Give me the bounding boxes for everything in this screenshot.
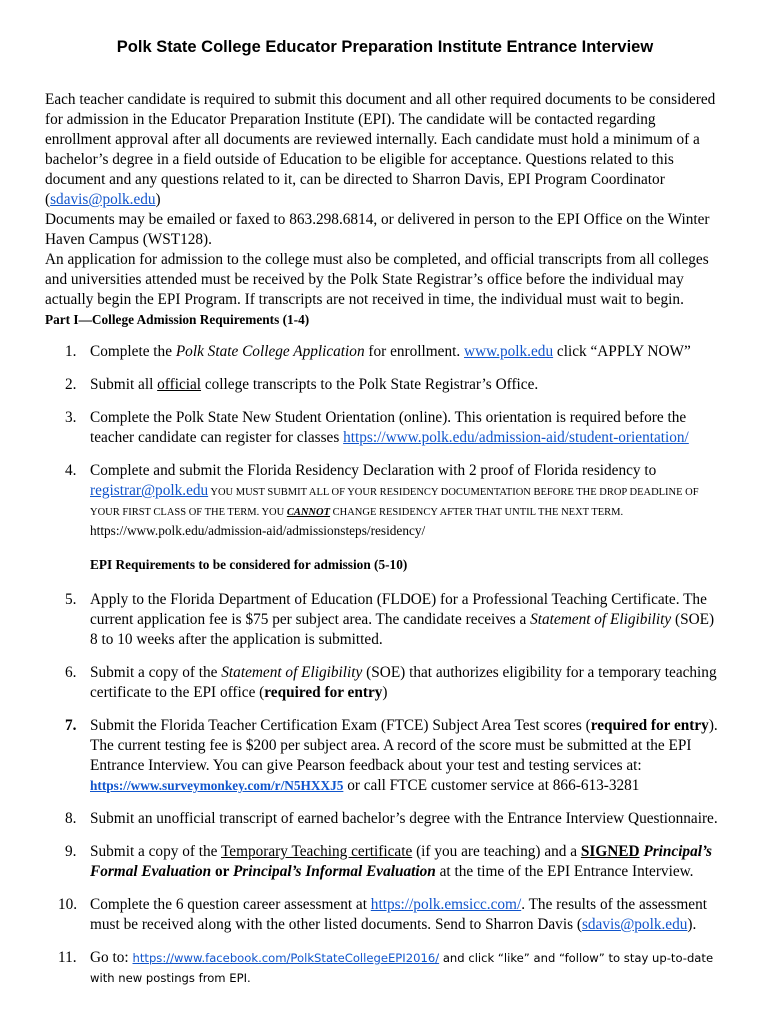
intro-close: ) xyxy=(155,191,161,208)
item-number: 8. xyxy=(65,810,77,827)
epi-heading: EPI Requirements to be considered for admission (5-10) xyxy=(90,557,408,572)
item-bold: required for entry xyxy=(264,684,383,701)
career-assessment-link[interactable]: https://polk.emsicc.com/ xyxy=(370,896,522,913)
submission-paragraph: Documents may be emailed or faxed to 863.298.6814, or delivered in person to the EPI Office on the Winter Haven Campus (WST128). xyxy=(45,211,710,248)
item-text: Submit all xyxy=(90,376,158,393)
list-item xyxy=(45,590,725,650)
list-item xyxy=(45,948,725,988)
list-item xyxy=(45,461,725,541)
item-text: Complete the 6 question career assessment at xyxy=(90,896,371,913)
item-number: 10. xyxy=(58,896,78,913)
item-text: at the time of the EPI Entrance Interview. xyxy=(435,863,694,880)
part1-heading: Part I—College Admission Requirements (1-4) xyxy=(45,312,310,327)
item-caps-emphasis: CANNOT xyxy=(286,507,330,518)
item-text: college transcripts to the Polk State Registrar’s Office. xyxy=(201,376,539,393)
orientation-link[interactable]: https://www.polk.edu/admission-aid/student-orientation/ xyxy=(343,429,689,446)
item-text: or call FTCE customer service at 866-613-3281 xyxy=(343,777,640,794)
item-bold-underline: SIGNED xyxy=(580,843,640,860)
item-text: Go to: xyxy=(90,949,133,966)
intro-paragraph xyxy=(45,90,725,210)
item-text: (SOE) that authorizes eligibility for a temporary teaching certificate to the EPI office ( xyxy=(90,664,717,701)
document-title: Polk State College Educator Preparation Institute Entrance Interview xyxy=(116,38,654,56)
intro-text: Each teacher candidate is required to submit this document and all other required documents to be considered for admission in the Educator Preparation Institute (EPI). The candidate will be contacted regarding enrollment approval after all documents are reviewed internally. Each candidate must hold a minimum of a bachelor’s degree in a field outside of Education to be eligible for acceptance. Questions related to this document and any questions related to it, can be directed to Sharron Davis, EPI Program Coordinator ( xyxy=(45,91,716,208)
item-italic: Statement of Eligibility xyxy=(530,611,672,628)
item-text: click “APPLY NOW” xyxy=(553,343,691,360)
item-number: 1. xyxy=(65,343,77,360)
item-text: . The results of the assessment must be received along with the other listed documents. Send to Sharron Davis ( xyxy=(90,896,707,933)
item-bold-italic: Principal’s Informal Evaluation xyxy=(232,863,436,880)
residency-url: https://www.polk.edu/admission-aid/admissionsteps/residency/ xyxy=(90,523,426,538)
item-text: (if you are teaching) and a xyxy=(412,843,581,860)
item-caps-text: YOU MUST SUBMIT ALL OF YOUR RESIDENCY DOCUMENTATION BEFORE THE DROP DEADLINE OF YOUR FIRST CLASS OF THE TERM. YOU xyxy=(90,487,699,518)
item-underline: Temporary Teaching certificate xyxy=(221,843,413,860)
list-item xyxy=(45,809,725,829)
list-item xyxy=(45,842,725,882)
item-number: 2. xyxy=(65,376,77,393)
list-item xyxy=(45,342,725,362)
item-italic: Statement of Eligibility xyxy=(221,664,363,681)
item-number: 5. xyxy=(65,591,77,608)
item-number: 7. xyxy=(65,717,77,734)
item-bold-italic: Principal’s Formal Evaluation xyxy=(90,843,712,880)
item-text: ). The current testing fee is $200 per subject area. A record of the score must be submitted at the EPI Entrance Interview. You can give Pearson feedback about your test and testing services at: xyxy=(90,717,718,774)
item-number: 9. xyxy=(65,843,77,860)
item-text: (SOE) 8 to 10 weeks after the application is submitted. xyxy=(90,611,715,648)
item-underline: official xyxy=(157,376,202,393)
registrar-email-link[interactable]: registrar@polk.edu xyxy=(90,482,209,499)
coordinator-email-link[interactable]: sdavis@polk.edu xyxy=(50,191,156,208)
item-text: ). xyxy=(687,916,697,933)
item-bold: or xyxy=(211,863,233,880)
item-text: Submit a copy of the xyxy=(90,843,222,860)
item-number: 6. xyxy=(65,664,77,681)
item-text: Submit the Florida Teacher Certification Exam (FTCE) Subject Area Test scores ( xyxy=(90,717,591,734)
list-item xyxy=(45,716,725,796)
item-number: 3. xyxy=(65,409,77,426)
item-number: 11. xyxy=(58,949,77,966)
item-bold: required for entry xyxy=(590,717,709,734)
list-item xyxy=(45,895,725,935)
item-italic: Polk State College Application xyxy=(175,343,365,360)
survey-link[interactable]: https://www.surveymonkey.com/r/N5HXXJ5 xyxy=(90,778,344,793)
item-text: Submit an unofficial transcript of earned bachelor’s degree with the Entrance Interview Questionnaire. xyxy=(90,810,718,827)
item-number: 4. xyxy=(65,462,77,479)
item-text: Apply to the Florida Department of Education (FLDOE) for a Professional Teaching Certificate. The current application fee is $75 per subject area. The candidate receives a xyxy=(90,591,707,628)
list-item xyxy=(45,663,725,703)
transcripts-paragraph: An application for admission to the college must also be completed, and official transcripts from all colleges and universities attended must be received by the Polk State Registrar’s office before the individual may actually begin the EPI Program. If transcripts are not received in time, the individual must wait to begin. xyxy=(45,251,709,308)
coordinator-email-link[interactable]: sdavis@polk.edu xyxy=(581,916,688,933)
item-caps-text: CHANGE RESIDENCY AFTER THAT UNTIL THE NEXT TERM. xyxy=(330,507,624,518)
facebook-link[interactable]: https://www.facebook.com/PolkStateCollegeEPI2016/ xyxy=(132,951,440,965)
item-text: ) xyxy=(382,684,388,701)
list-item xyxy=(45,375,725,395)
part1-list xyxy=(45,342,725,541)
item-text: for enrollment. xyxy=(364,343,465,360)
item-text: Complete the xyxy=(90,343,176,360)
epi-list xyxy=(45,590,725,988)
item-text: Submit a copy of the xyxy=(90,664,222,681)
document-body xyxy=(45,90,725,988)
list-item xyxy=(45,408,725,448)
polk-website-link[interactable]: www.polk.edu xyxy=(464,343,554,360)
item-text: Complete the Polk State New Student Orientation (online). This orientation is required before the teacher candidate can register for classes xyxy=(90,409,687,446)
item-text: Complete and submit the Florida Residency Declaration with 2 proof of Florida residency to xyxy=(90,462,657,479)
item-text: and click “like” and “follow” to stay up-to-date with new postings from EPI. xyxy=(90,951,714,985)
